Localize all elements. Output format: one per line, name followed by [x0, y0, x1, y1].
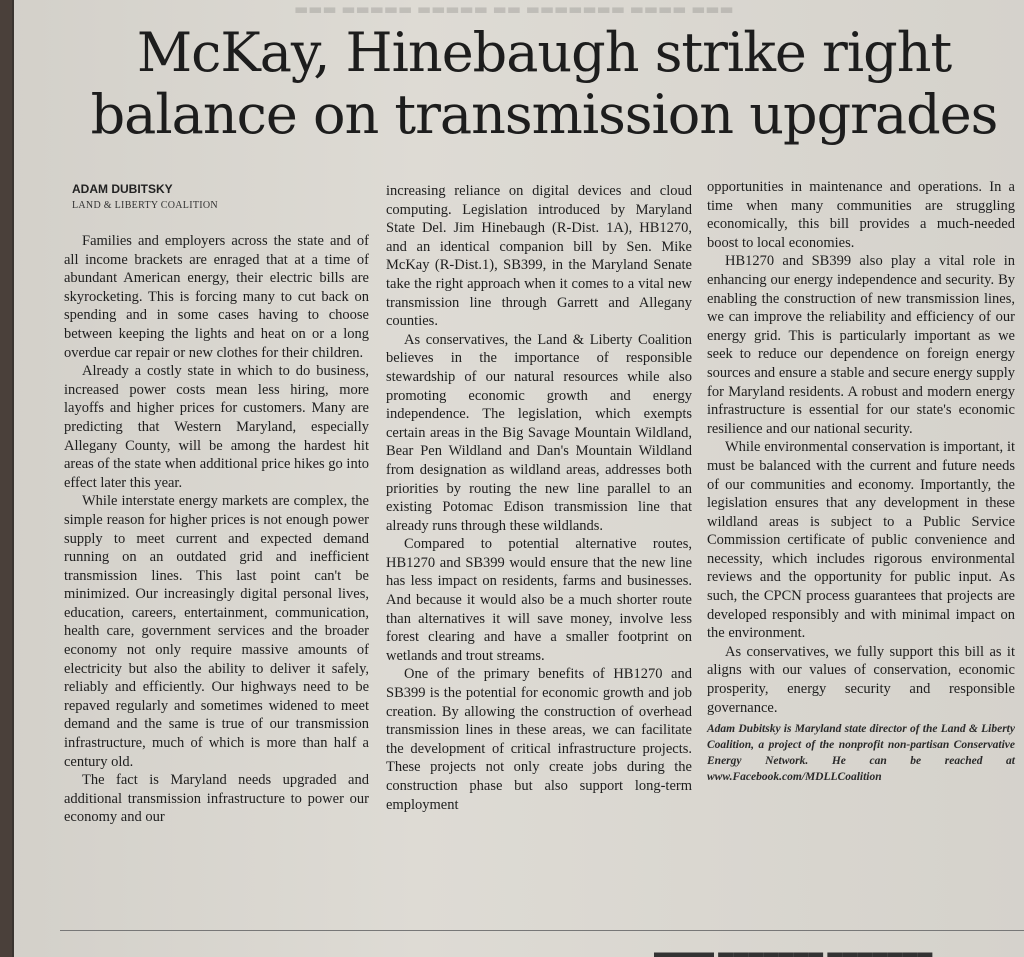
author-bio: Adam Dubitsky is Maryland state director of the Land & Liberty Coalition, a project of the nonprofit non-partisan Conservative Energy Network. He can be reached at www.Facebook.com/MDLLCoalition — [707, 723, 1015, 784]
paragraph: One of the primary benefits of HB1270 and SB399 is the potential for economic growth and job creation. By allowing the construction of overhead transmission lines in these areas, we can facilitate the development of critical infrastructure projects. These projects not only create jobs during the construction phase but also support long-term employment — [386, 666, 692, 813]
paragraph: opportunities in maintenance and operations. In a time when many communities are struggling economically, this bill provides a much-needed boost to local economies. — [707, 179, 1015, 251]
paragraph: While interstate energy markets are complex, the simple reason for higher prices is not enough power supply to meet current and expected demand running on an outdated grid and inefficient transmission lines. This last point can't be minimized. Our increasingly digital personal lives, education, careers, entertainment, communication, health care, government services and the broader economy not only require massive amounts of electricity but also the ability to deliver it safely, reliably and efficiently. Our highways need to be repaved regularly and sometimes widened to meet demand and the same is true of our transmission infrastructure, much of which is more than half a century old. — [64, 493, 369, 770]
article-column-3 — [707, 178, 1015, 785]
next-section-header-fragment: ▬▬▬▬ ▬▬▬▬▬▬▬ ▬▬▬▬▬▬▬ — [654, 944, 933, 957]
background-edge — [0, 0, 12, 957]
article-column-2 — [386, 182, 692, 814]
paragraph: The fact is Maryland needs upgraded and additional transmission infrastructure to power our economy and our — [64, 772, 369, 826]
bleed-through-text: ▬▬▬ ▬▬▬▬▬ ▬▬▬▬▬ ▬▬ ▬▬▬▬▬▬▬ ▬▬▬▬ ▬▬▬ — [294, 0, 734, 18]
headline-line-1: McKay, Hinebaugh strike right — [136, 21, 952, 84]
paragraph: Already a costly state in which to do business, increased power costs mean less hiring, more layoffs and higher prices for customers. Many are predicting that Western Maryland, especially Allegany County, will be among the hardest hit areas of the state when additional price hikes go into effect later this year. — [64, 363, 369, 491]
paragraph: As conservatives, we fully support this bill as it aligns with our values of conservation, economic prosperity, energy security and responsible governance. — [707, 643, 1015, 716]
paragraph: increasing reliance on digital devices and cloud computing. Legislation introduced by Maryland State Del. Jim Hinebaugh (R-Dist. 1A), HB1270, and an identical companion bill by Sen. Mike McKay (R-Dist.1), SB399, in the Maryland Senate take the right approach when it comes to a vital new transmission line through Garrett and Allegany counties. — [386, 183, 692, 330]
headline-line-2: balance on transmission upgrades — [90, 83, 998, 146]
paragraph: While environmental conservation is important, it must be balanced with the current and future needs of our communities and economy. Importantly, the legislation ensures that any development in these wildland areas is subject to a Public Service Commission certificate of public convenience and necessity, which includes rigorous environmental reviews and the opportunity for public input. As such, the CPCN process guarantees that projects are developed responsibly and with minimal impact on the environment. — [707, 439, 1015, 642]
author-organization: LAND & LIBERTY COALITION — [72, 200, 218, 211]
paragraph: As conservatives, the Land & Liberty Coalition believes in the importance of responsible stewardship of our natural resources while also promoting economic growth and energy independence. The legislation, which exempts certain areas in the Big Savage Mountain Wildland, Bear Pen Wildland and Dan's Mountain Wildland from designation as wildland areas, addresses both priorities by routing the new line parallel to an existing Potomac Edison transmission line that already runs through these wildlands. — [386, 331, 692, 534]
article-column-1 — [64, 232, 369, 827]
paragraph: HB1270 and SB399 also play a vital role in enhancing our energy independence and security. By enabling the construction of new transmission lines, we can improve the reliability and efficiency of our energy grid. This is particularly important as we seek to reduce our dependence on foreign energy sources and ensure a stable and secure energy supply for Maryland residents. A robust and modern energy infrastructure is essential for our state's economic resilience and our national security. — [707, 253, 1015, 437]
newspaper-page — [14, 0, 1024, 957]
paragraph: Families and employers across the state and of all income brackets are enraged that at a time of abundant American energy, their electric bills are skyrocketing. This is forcing many to cut back on spending and in some cases having to choose between keeping the lights and heat on or a long overdue car repair or new clothes for their children. — [64, 233, 369, 361]
headline — [74, 22, 1014, 146]
author-name: ADAM DUBITSKY — [72, 182, 173, 196]
bottom-rule — [60, 930, 1024, 931]
paragraph: Compared to potential alternative routes, HB1270 and SB399 would ensure that the new line has less impact on residents, farms and businesses. And because it would also be a much shorter route than alternatives it will save money, involve less forest clearing and have a smaller footprint on wetlands and trout streams. — [386, 536, 692, 664]
